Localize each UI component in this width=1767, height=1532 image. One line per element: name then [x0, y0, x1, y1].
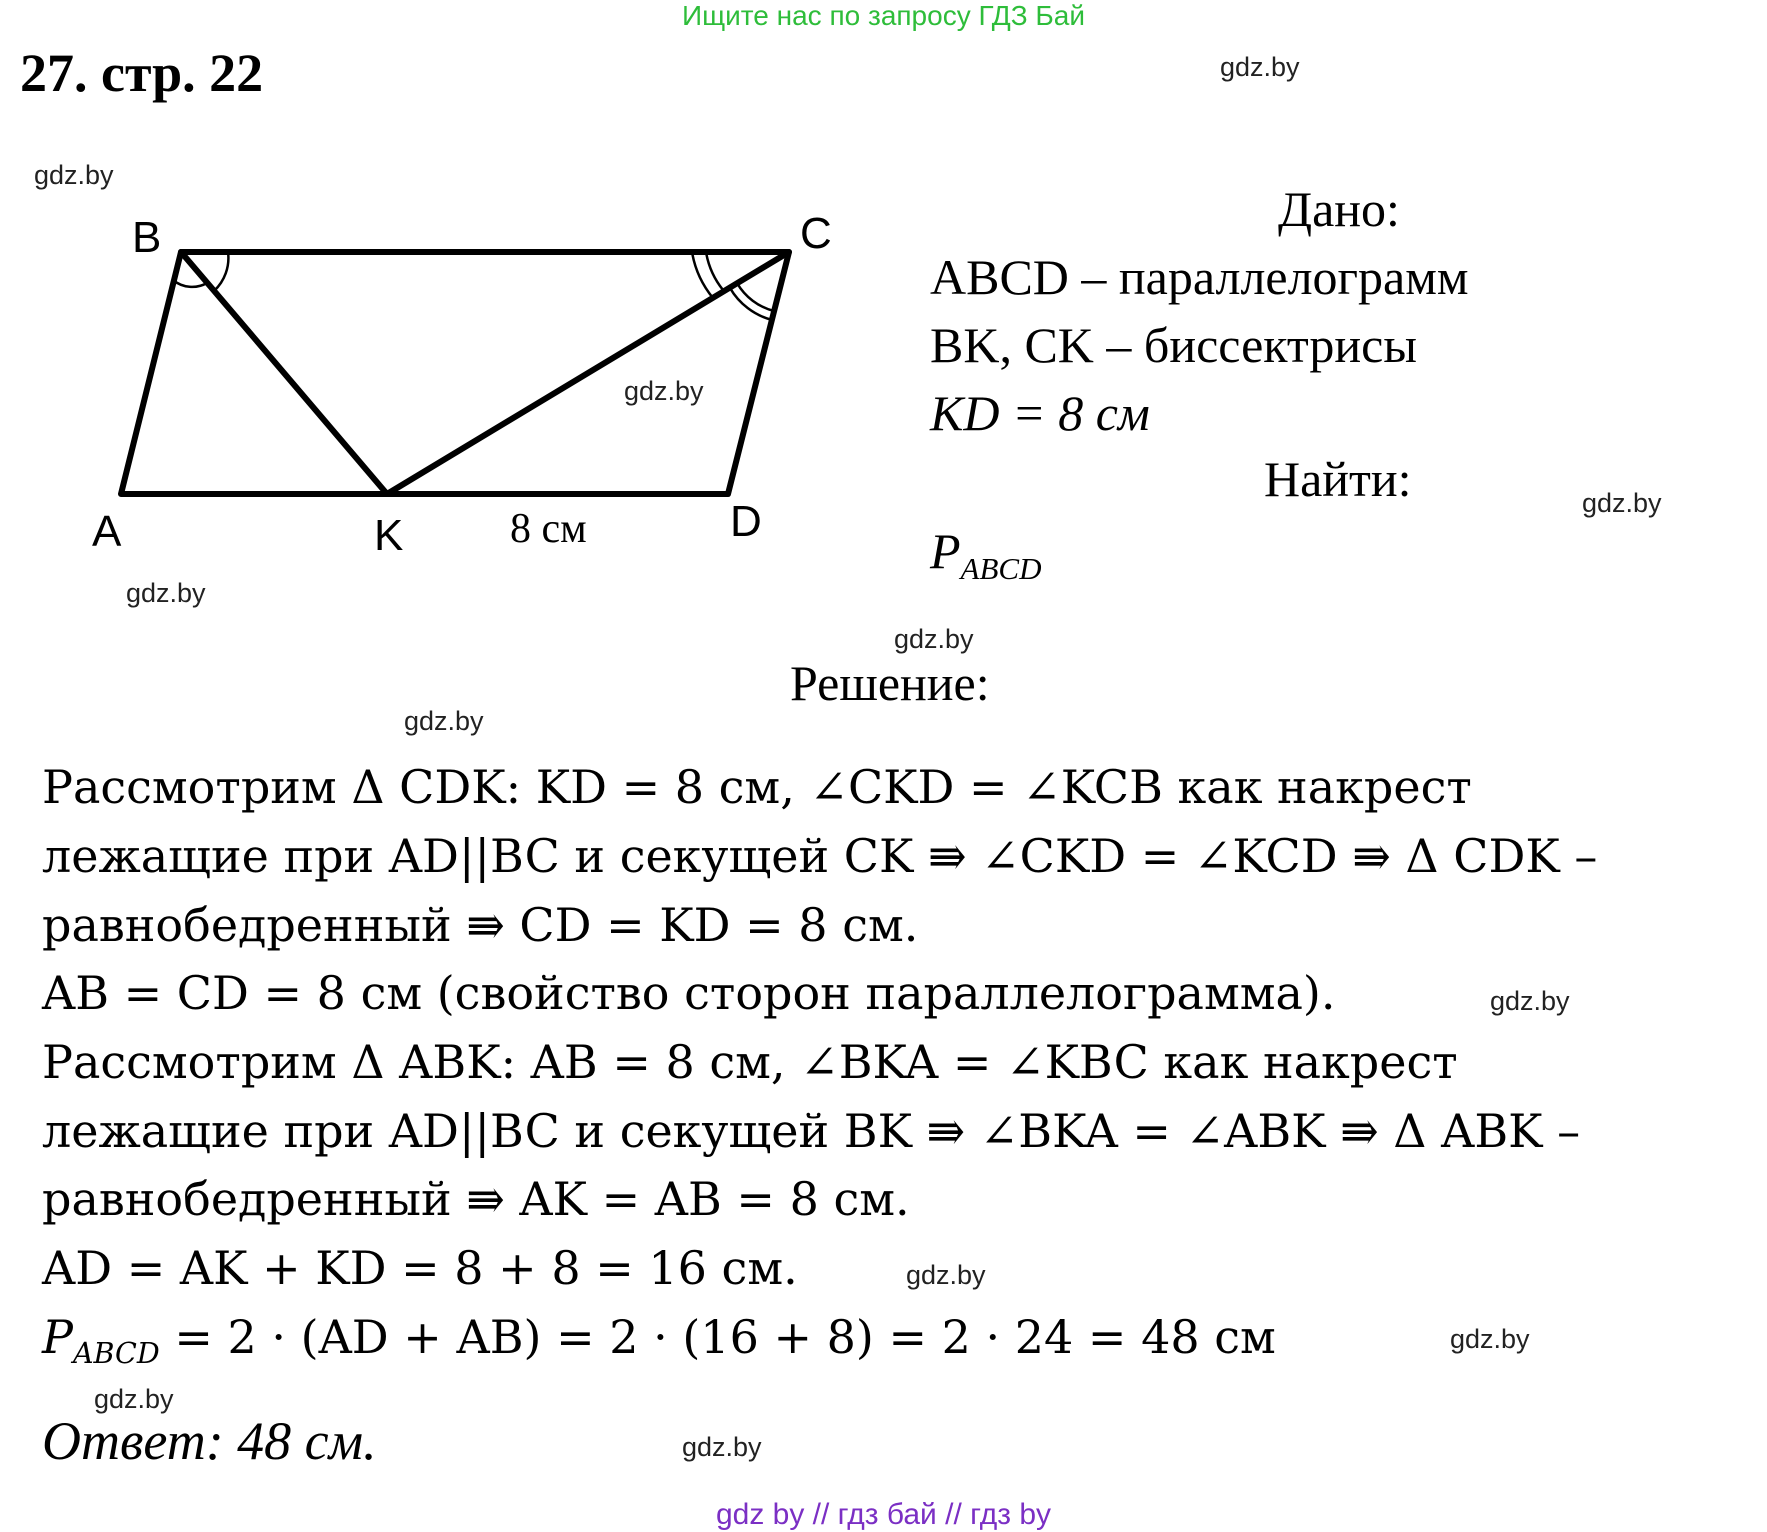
find-heading: Найти: [1264, 451, 1412, 507]
watermark: gdz.by [624, 376, 704, 406]
footer-links: gdz by // гдз бай // гдз by [715, 1498, 1052, 1531]
watermark: gdz.by [94, 1384, 174, 1414]
watermark: gdz.by [1490, 986, 1570, 1016]
vertex-label-d: D [730, 497, 762, 546]
bisector-ck [387, 252, 789, 494]
find-subscript: ABCD [960, 550, 1042, 586]
top-banner: Ищите нас по запросу ГДЗ Бай [681, 0, 1086, 31]
watermark: gdz.by [682, 1432, 762, 1462]
watermark: gdz.by [404, 706, 484, 736]
given-heading: Дано: [1278, 181, 1400, 237]
solution-line-5: Рассмотрим Δ ABK: AB = 8 см, ∠BKA = ∠KBC как накрест [42, 1035, 1458, 1089]
given-line-1: ABCD – параллелограмм [930, 249, 1469, 305]
perimeter-subscript: ABCD [72, 1336, 160, 1370]
vertex-label-a: A [92, 507, 122, 556]
watermark: gdz.by [126, 578, 206, 608]
bisector-bk [181, 252, 387, 494]
watermark: gdz.by [1582, 488, 1662, 518]
watermark: gdz.by [34, 160, 114, 190]
page-title: 27. стр. 22 [20, 43, 264, 103]
find-value [930, 522, 1041, 587]
solution-line-4: AB = CD = 8 см (свойство сторон параллелограмма). [42, 966, 1336, 1020]
solution-perimeter-line [42, 1310, 1276, 1370]
angle-arc-c-1 [692, 252, 713, 298]
angle-arc-c-2 [706, 252, 723, 290]
vertex-label-b: B [132, 213, 162, 262]
perimeter-expression: = 2 · (AD + AB) = 2 · (16 + 8) = 2 · 24 = 48 см [159, 1310, 1276, 1364]
solution-line-6: лежащие при AD||BC и секущей BK ⇛ ∠BKA = ∠ABK ⇛ Δ ABK – [42, 1104, 1581, 1158]
watermark: gdz.by [1220, 52, 1300, 82]
watermark: gdz.by [906, 1260, 986, 1290]
solution-heading: Решение: [790, 655, 990, 711]
solution-line-1: Рассмотрим Δ CDK: KD = 8 см, ∠CKD = ∠KCB как накрест [42, 760, 1472, 814]
parallelogram-abcd [121, 252, 789, 494]
given-line-2: BK, CK – биссектрисы [930, 317, 1417, 373]
angle-arc-c-3 [737, 283, 774, 311]
given-line-3: KD = 8 см [930, 385, 1150, 441]
find-symbol: P [930, 523, 961, 579]
watermark: gdz.by [894, 624, 974, 654]
watermark: gdz.by [1450, 1324, 1530, 1354]
angle-arc-c-4 [730, 288, 772, 320]
parallelogram-figure [0, 0, 900, 600]
segment-kd-label: 8 см [510, 506, 587, 552]
vertex-label-c: C [800, 209, 832, 258]
angle-arc-b-upper [214, 252, 228, 291]
solution-line-7: равнобедренный ⇛ AK = AB = 8 см. [42, 1172, 910, 1226]
vertex-label-k: K [374, 511, 404, 560]
solution-line-2: лежащие при AD||BC и секущей CK ⇛ ∠CKD = ∠KCD ⇛ Δ CDK – [42, 829, 1598, 883]
perimeter-symbol: P [42, 1310, 73, 1364]
solution-line-8: AD = AK + KD = 8 + 8 = 16 см. [42, 1241, 798, 1295]
solution-line-3: равнобедренный ⇛ CD = KD = 8 см. [42, 898, 919, 952]
answer: Ответ: 48 см. [42, 1411, 377, 1471]
